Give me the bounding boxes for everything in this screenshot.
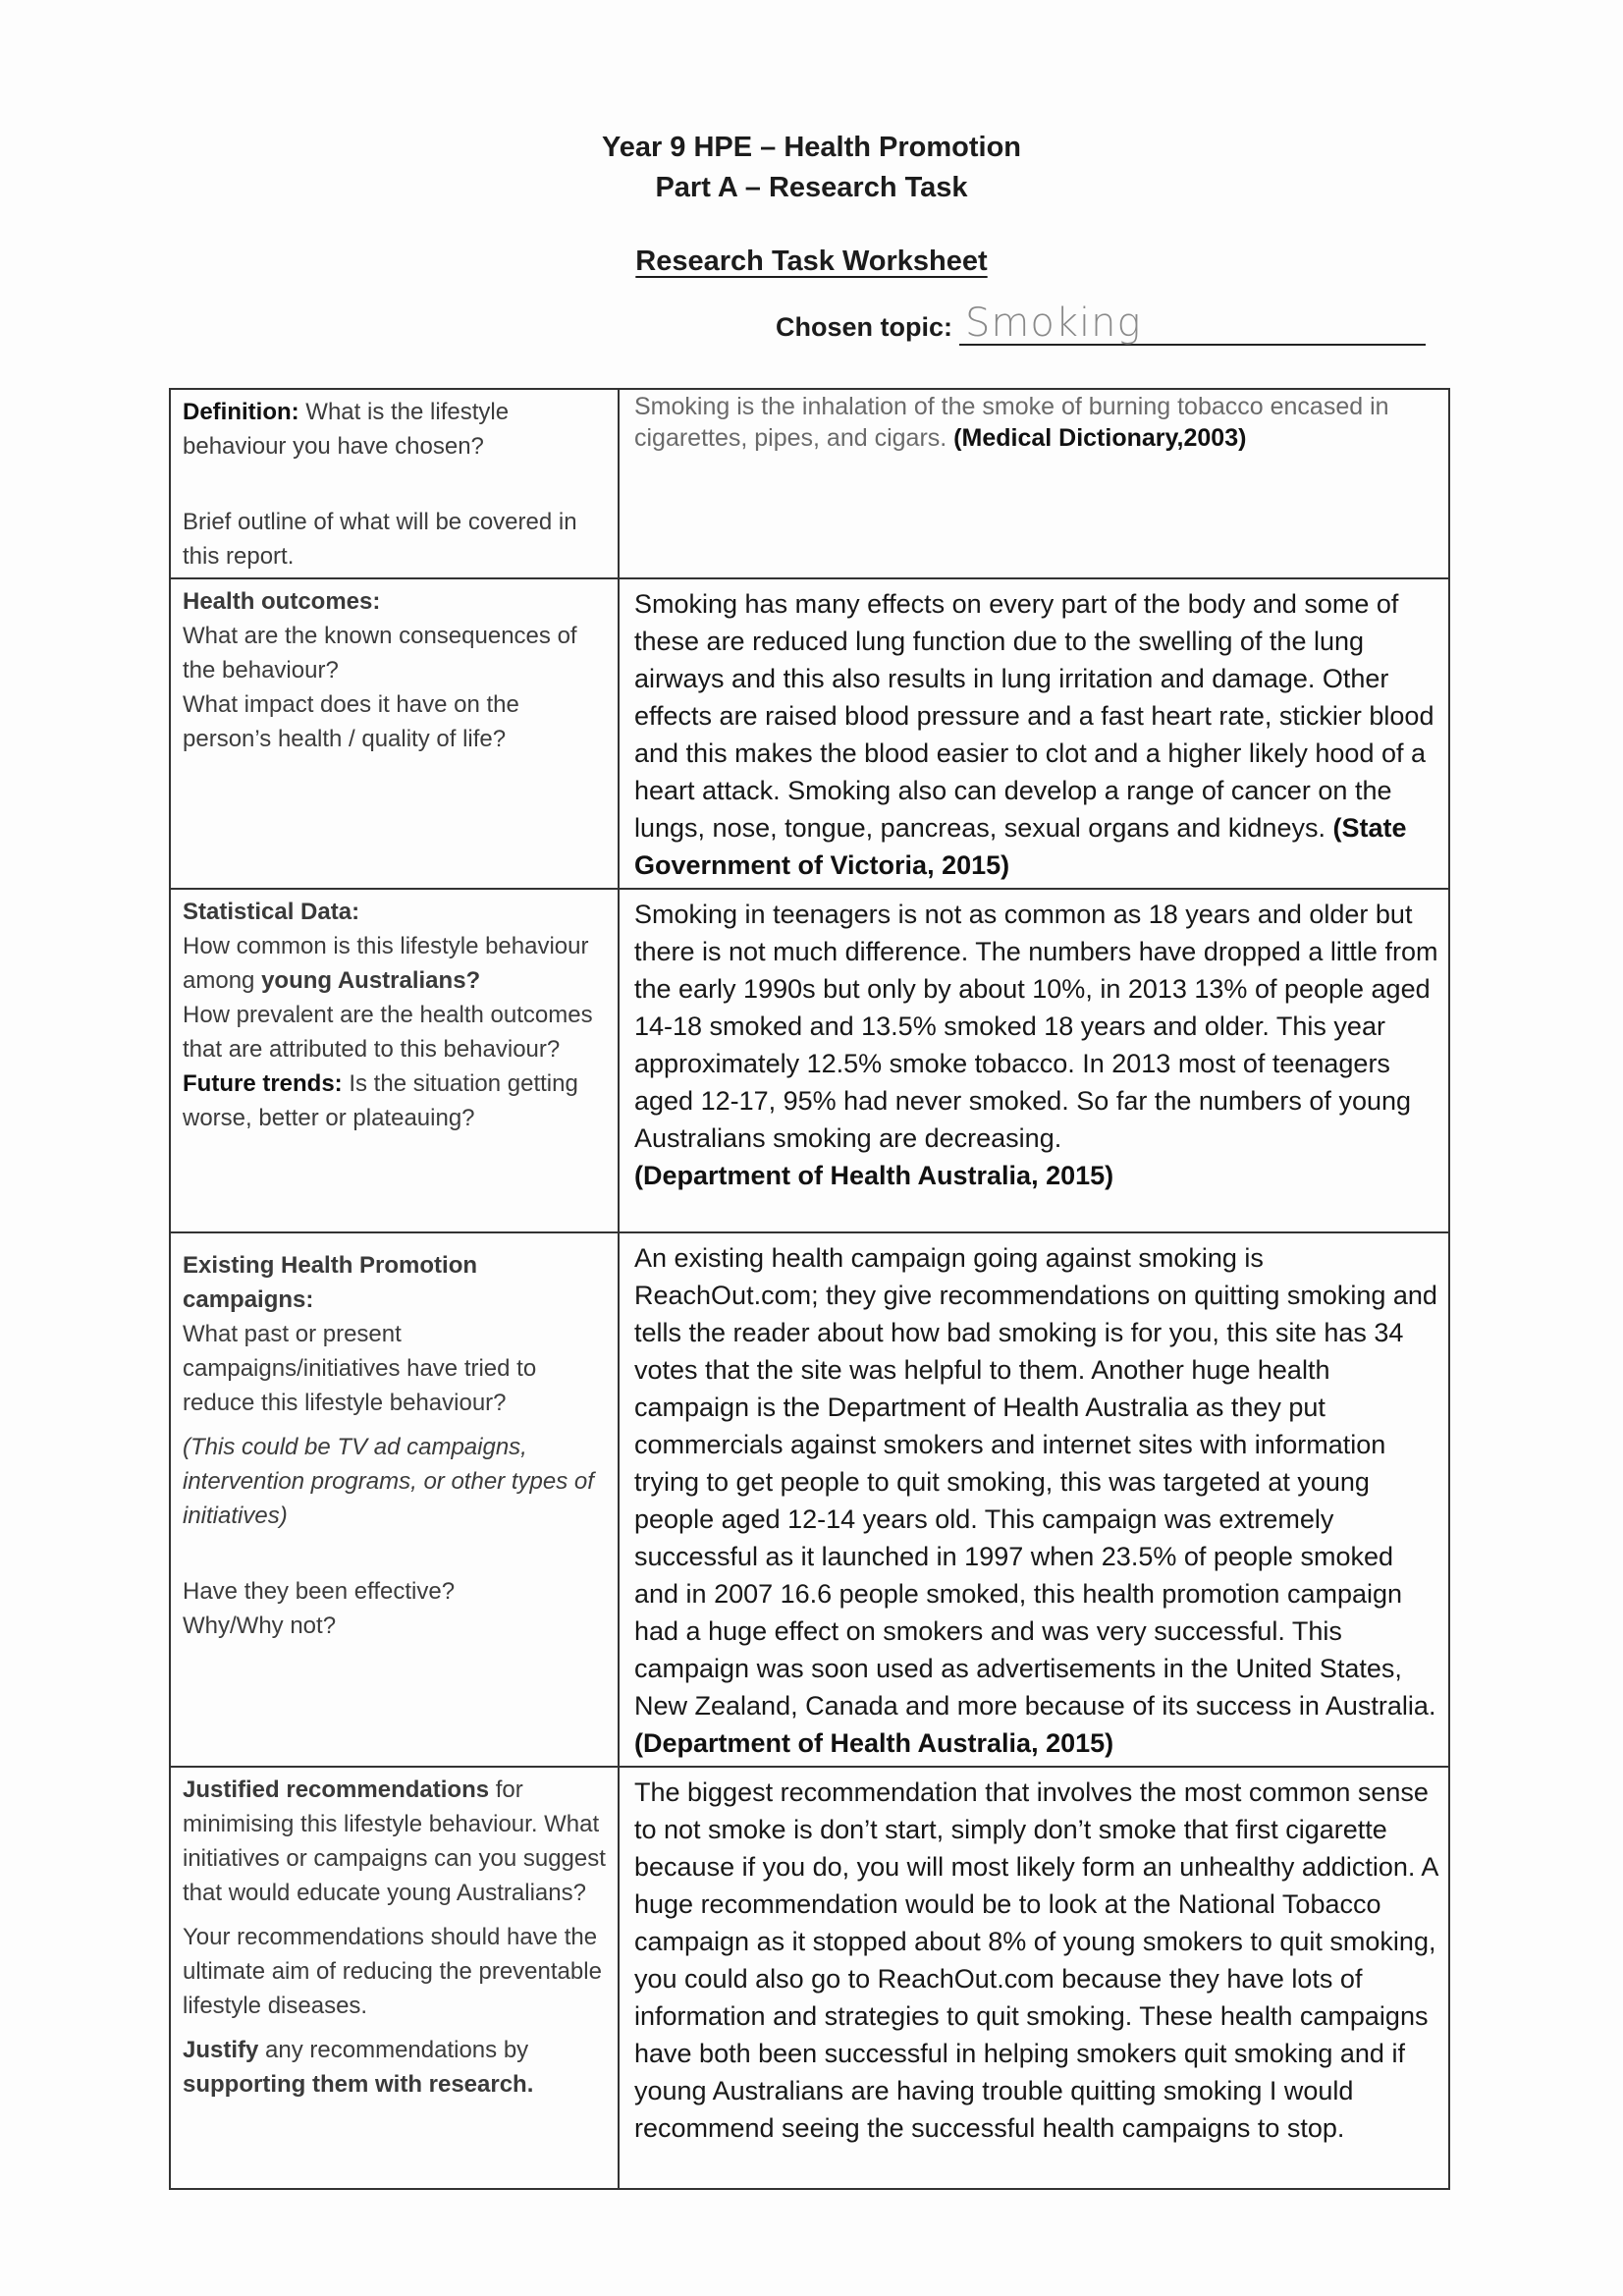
definition-question: What is the lifestyle behaviour you have chosen? — [183, 399, 510, 460]
outline-question: Brief outline of what will be covered in this report. — [183, 509, 577, 570]
health-outcomes-heading: Health outcomes: — [183, 588, 381, 615]
answer-campaigns-text: An existing health campaign going against smoking is ReachOut.com; they give recommendations on quitting smoking and tells the reader about how bad smoking is for you, this site has 34 votes that the site was helpful to them. Another huge health campaign is the Department of Health Australia as they put commercials against smokers and internet sites with information trying to get people to quit smoking, this was targeted at young people aged 12-14 years old. This campaign was extremely successful as it launched in 1997 when 23.5% of people smoked and in 2007 16.6 people smoked, this health promotion campaign had a huge effect on smokers and was very successful. This campaign was soon used as advertisements in the United States, New Zealand, Canada and more because of its success in Australia. — [634, 1243, 1437, 1721]
answer-campaigns-citation: (Department of Health Australia, 2015) — [634, 1728, 1114, 1758]
title-line-1: Year 9 HPE – Health Promotion — [601, 132, 1022, 163]
table-row-statistical-data — [170, 889, 1449, 1232]
answer-health-outcomes — [619, 578, 1449, 889]
answer-health-outcomes-citation: (State Government of Victoria, 2015) — [634, 813, 1407, 880]
prompt-definition — [170, 389, 619, 578]
answer-campaigns — [619, 1232, 1449, 1767]
prompt-recommendations — [170, 1767, 619, 2189]
answer-health-outcomes-text: Smoking has many effects on every part of the body and some of these are reduced lung function due to the swelling of the lung airways and this also results in lung irritation and damage. Other effects are raised blood pressure and a fast heart rate, stickier blood and this makes the blood easier to clot and a higher likely hood of a heart attack. Smoking also can develop a range of cancer on the lungs, nose, tongue, pancreas, sexual organs and kidneys. — [634, 589, 1434, 843]
statistical-q1-text: How common is this lifestyle behaviour among — [183, 933, 589, 994]
answer-recommendations — [619, 1767, 1449, 2189]
answer-statistical-citation: (Department of Health Australia, 2015) — [634, 1161, 1114, 1190]
future-trends-question: Is the situation getting worse, better or plateauing? — [183, 1070, 578, 1131]
recommendations-aim: Your recommendations should have the ultimate aim of reducing the preventable lifestyle diseases. — [183, 1924, 602, 2019]
worksheet-table — [169, 388, 1450, 2190]
chosen-topic-label: Chosen topic: — [776, 312, 952, 342]
statistical-data-heading: Statistical Data: — [183, 899, 360, 925]
future-trends-label: Future trends: — [183, 1070, 343, 1097]
recommendations-question: for minimising this lifestyle behaviour. What initiatives or campaigns can you suggest that would educate young Australians? — [183, 1777, 606, 1906]
campaigns-q1: What past or present campaigns/initiatives have tried to reduce this lifestyle behaviour? — [183, 1321, 537, 1416]
campaigns-q2b: Why/Why not? — [183, 1613, 337, 1639]
campaigns-note: (This could be TV ad campaigns, intervention programs, or other types of initiatives) — [183, 1434, 594, 1529]
page-title — [0, 128, 1623, 208]
health-outcomes-q2: What impact does it have on the person’s health / quality of life? — [183, 691, 519, 752]
worksheet-title — [0, 246, 1623, 278]
campaigns-heading: Existing Health Promotion campaigns: — [183, 1252, 478, 1313]
table-row-definition — [170, 389, 1449, 578]
table-row-campaigns — [170, 1232, 1449, 1767]
answer-definition-citation: (Medical Dictionary,2003) — [953, 424, 1247, 452]
justify-text: any recommendations by — [258, 2037, 529, 2063]
definition-label: Definition: — [183, 399, 299, 425]
table-row-recommendations — [170, 1767, 1449, 2189]
answer-statistical-data — [619, 889, 1449, 1232]
health-outcomes-q1: What are the known consequences of the behaviour? — [183, 623, 577, 683]
statistical-q1-bold: young Australians? — [261, 967, 481, 994]
campaigns-q2a: Have they been effective? — [183, 1578, 456, 1605]
statistical-data-q1 — [183, 929, 608, 998]
future-trends — [183, 1066, 608, 1135]
title-line-2: Part A – Research Task — [655, 172, 968, 203]
statistical-data-q2: How prevalent are the health outcomes that are attributed to this behaviour? — [183, 1002, 593, 1063]
recommendations-justify — [183, 2033, 608, 2102]
recommendations-heading — [183, 1773, 608, 1910]
prompt-health-outcomes — [170, 578, 619, 889]
answer-statistical-text: Smoking in teenagers is not as common as 18 years and older but there is not much difference. The numbers have dropped a little from the early 1990s but only by about 10%, in 2013 13% of people aged 14-18 smoked and 13.5% smoked 18 years and older. This year approximately 12.5% smoke tobacco. In 2013 most of teenagers aged 12-17, 95% had never smoked. So far the numbers of young Australians smoking are decreasing. — [634, 900, 1438, 1153]
answer-definition-text: Smoking is the inhalation of the smoke of burning tobacco encased in cigarettes, pipes, and cigars. — [634, 393, 1389, 452]
prompt-campaigns — [170, 1232, 619, 1767]
answer-recommendations-text: The biggest recommendation that involves the most common sense to not smoke is don’t start, simply don’t smoke that first cigarette because if you do, you will most likely form an unhealthy addiction. A huge recommendation would be to look at the National Tobacco campaign as it stopped about 8% of young smokers to quit smoking, you could also go to ReachOut.com because they have lots of information and strategies to quit smoking. These health campaigns have both been successful in helping smokers quit smoking and if young Australians are having trouble quitting smoking I would recommend seeing the successful health campaigns to stop. — [634, 1777, 1437, 2143]
worksheet-title-text: Research Task Worksheet — [635, 246, 988, 277]
justify-bold: Justify — [183, 2037, 259, 2063]
justify-research-bold: supporting them with research. — [183, 2071, 534, 2098]
table-row-health-outcomes — [170, 578, 1449, 889]
chosen-topic-handwritten: Smoking — [965, 301, 1142, 346]
recommendations-bold: Justified recommendations — [183, 1777, 490, 1803]
prompt-statistical-data — [170, 889, 619, 1232]
answer-definition — [619, 389, 1449, 578]
